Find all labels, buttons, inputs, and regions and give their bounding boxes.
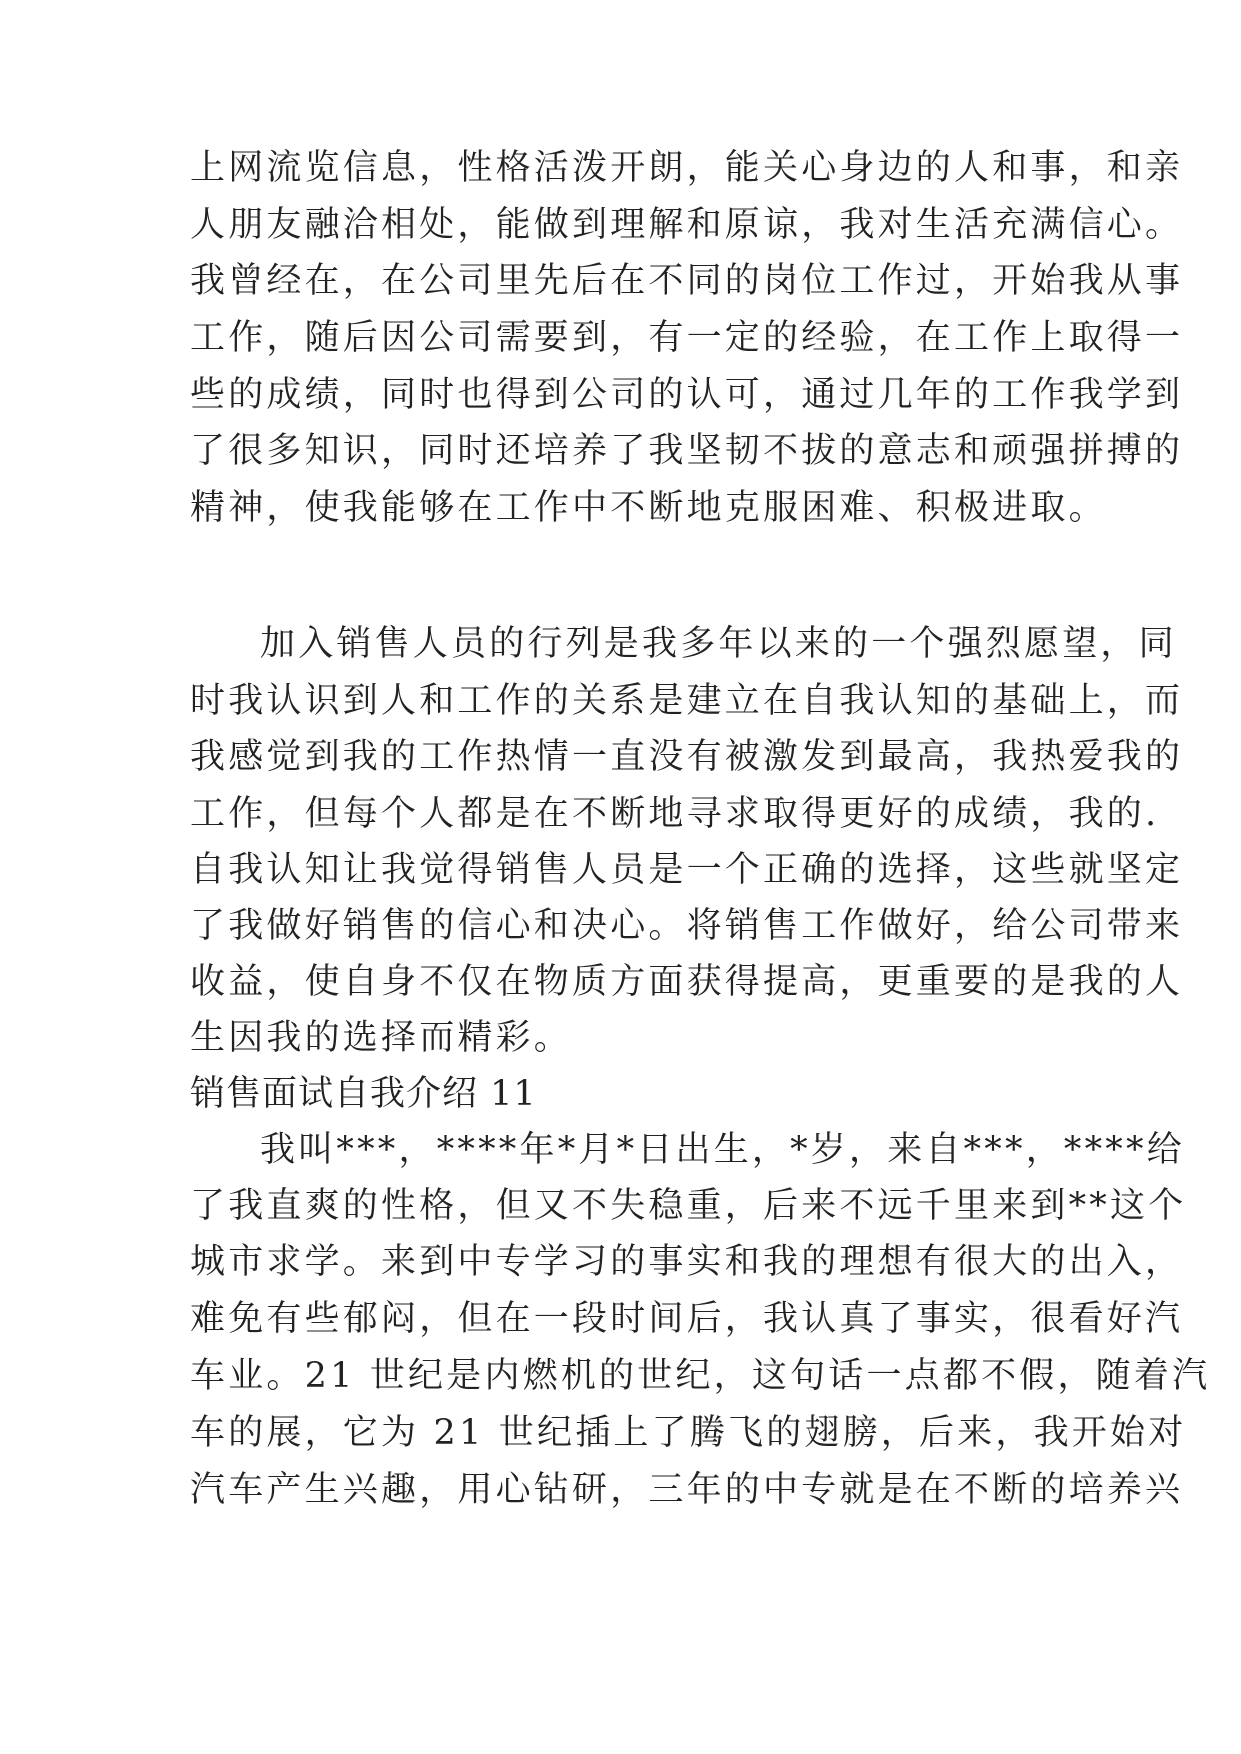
paragraph-line: 加入销售人员的行列是我多年以来的一个强烈愿望，同 bbox=[260, 624, 1177, 664]
paragraph-line: 我叫***，****年*月*日出生，*岁，来自***，****给 bbox=[260, 1130, 1185, 1170]
paragraph-line: 精神，使我能够在工作中不断地克服困难、积极进取。 bbox=[190, 488, 1107, 528]
section-heading: 销售面试自我介绍 11 bbox=[190, 1074, 537, 1114]
paragraph-line: 了我做好销售的信心和决心。将销售工作做好，给公司带来 bbox=[190, 906, 1184, 946]
paragraph-line: 生因我的选择而精彩。 bbox=[190, 1018, 573, 1058]
paragraph-line: 车的展，它为 21 世纪插上了腾飞的翅膀，后来，我开始对 bbox=[190, 1413, 1187, 1453]
paragraph-line: 难免有些郁闷，但在一段时间后，我认真了事实，很看好汽 bbox=[190, 1299, 1184, 1339]
paragraph-line: 人朋友融洽相处，能做到理解和原谅，我对生活充满信心。 bbox=[190, 205, 1184, 245]
paragraph-line: 自我认知让我觉得销售人员是一个正确的选择，这些就坚定 bbox=[190, 850, 1184, 890]
paragraph-line: 工作，随后因公司需要到，有一定的经验，在工作上取得一 bbox=[190, 318, 1184, 358]
paragraph-line: 汽车产生兴趣，用心钻研，三年的中专就是在不断的培养兴 bbox=[190, 1470, 1184, 1510]
paragraph-line: 了很多知识，同时还培养了我坚韧不拔的意志和顽强拼搏的 bbox=[190, 431, 1184, 471]
paragraph-line: 上网流览信息，性格活泼开朗，能关心身边的人和事，和亲 bbox=[190, 148, 1184, 188]
paragraph-line: 车业。21 世纪是内燃机的世纪，这句话一点都不假，随着汽 bbox=[190, 1356, 1211, 1396]
paragraph-line: 工作，但每个人都是在不断地寻求取得更好的成绩，我的. bbox=[190, 794, 1160, 834]
paragraph-line: 我曾经在，在公司里先后在不同的岗位工作过，开始我从事 bbox=[190, 261, 1184, 301]
paragraph-line: 了我直爽的性格，但又不失稳重，后来不远千里来到**这个 bbox=[190, 1186, 1187, 1226]
paragraph-line: 城市求学。来到中专学习的事实和我的理想有很大的出入， bbox=[190, 1242, 1184, 1282]
paragraph-line: 收益，使自身不仅在物质方面获得提高，更重要的是我的人 bbox=[190, 962, 1184, 1002]
paragraph-line: 些的成绩，同时也得到公司的认可，通过几年的工作我学到 bbox=[190, 375, 1184, 415]
paragraph-line: 我感觉到我的工作热情一直没有被激发到最高，我热爱我的 bbox=[190, 737, 1184, 777]
paragraph-line: 时我认识到人和工作的关系是建立在自我认知的基础上，而 bbox=[190, 681, 1184, 721]
